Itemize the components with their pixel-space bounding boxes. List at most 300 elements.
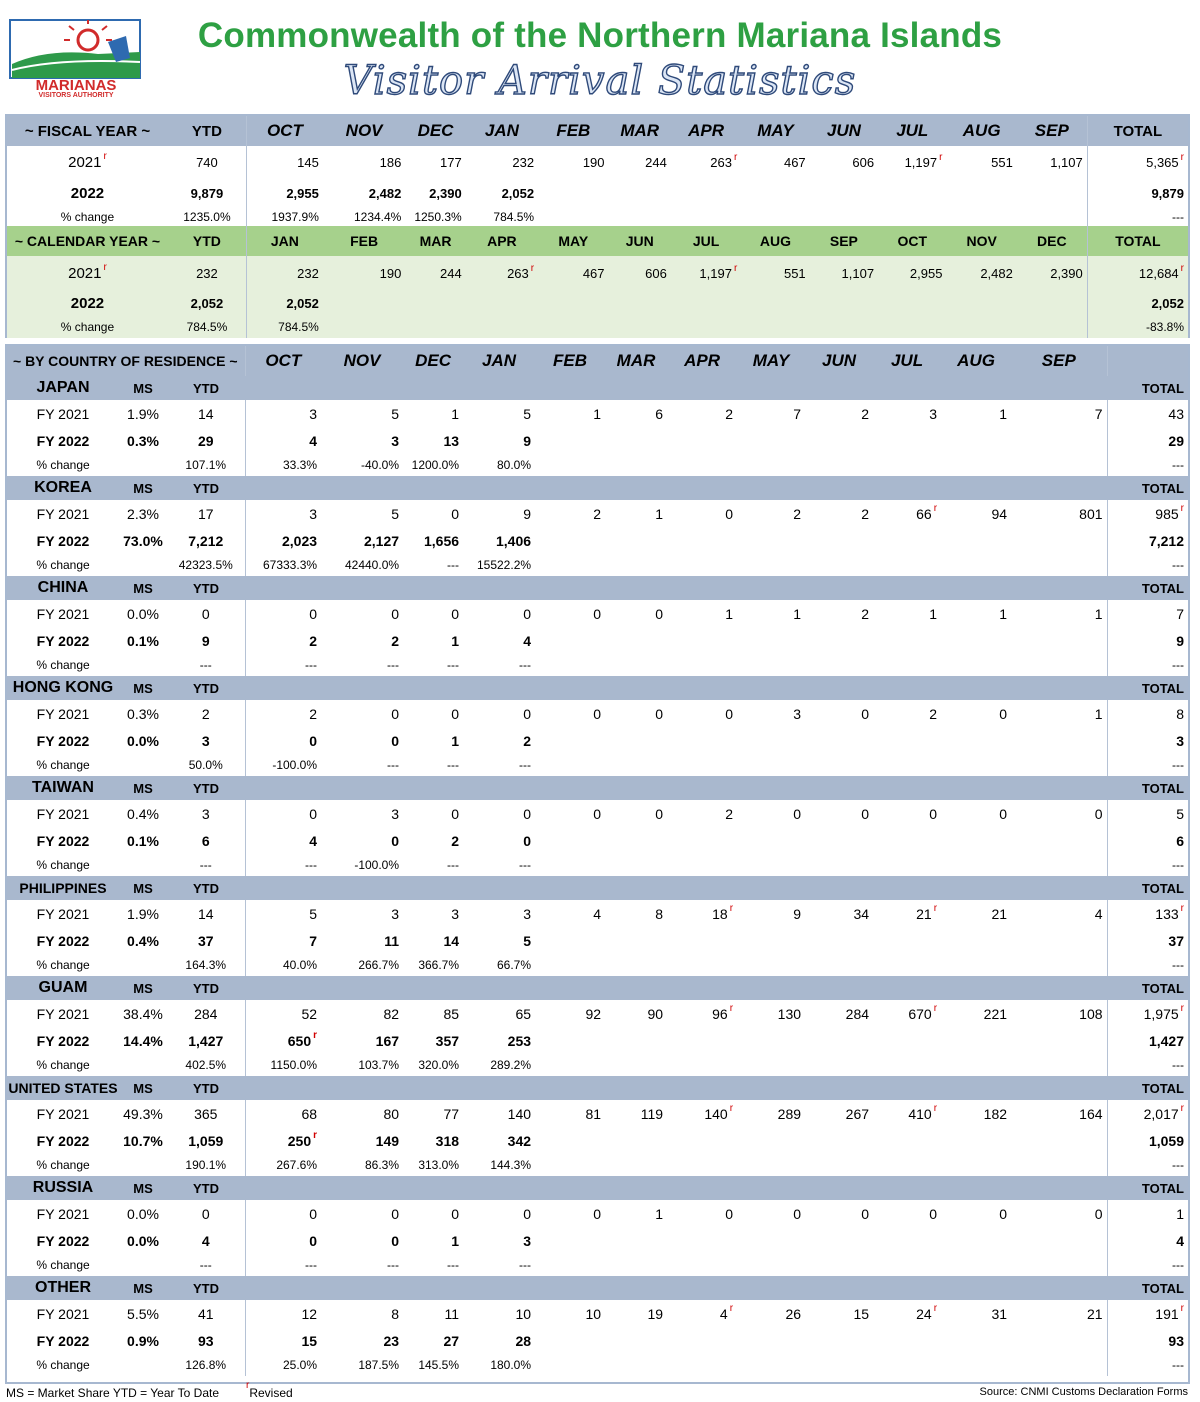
fy2022-row-japan xyxy=(7,427,1188,454)
country-month-jul-value: JUL xyxy=(890,351,924,370)
fy2022-ms xyxy=(119,1027,167,1054)
pct-row-hong-kong xyxy=(7,754,1188,776)
fiscal-value xyxy=(323,208,405,226)
header-spacer xyxy=(941,476,1011,500)
empty-cell xyxy=(535,1327,605,1354)
fy2021-value xyxy=(245,700,321,727)
fy2022-value-value: 2,023 xyxy=(281,532,318,549)
revised-marker: r xyxy=(733,262,738,274)
total-label-value: TOTAL xyxy=(1141,1080,1184,1096)
empty-cell xyxy=(737,1227,805,1254)
pct-ytd-value: 107.1% xyxy=(185,458,227,472)
fy2021-value xyxy=(667,500,737,527)
empty-cell xyxy=(737,954,805,976)
header-spacer xyxy=(1011,876,1107,900)
empty-cell xyxy=(941,1027,1011,1054)
fy2021-row-united-states xyxy=(7,1100,1188,1127)
fy2021-value xyxy=(245,600,321,627)
fy2021-value-value: 4 xyxy=(719,1305,728,1322)
fy2021-value-value: 0 xyxy=(451,1205,460,1222)
pct-value xyxy=(245,554,321,576)
fy2021-value xyxy=(245,1200,321,1227)
total-label-value: TOTAL xyxy=(1141,680,1184,696)
fy2022-label xyxy=(7,627,119,654)
fiscal-value-value: 177 xyxy=(439,154,462,170)
fy2021-value xyxy=(403,500,463,527)
ms-label-value: MS xyxy=(133,980,153,996)
header-spacer xyxy=(873,1276,941,1300)
fiscal-label xyxy=(7,116,168,146)
empty-cell xyxy=(1011,827,1107,854)
fy2021-row-korea xyxy=(7,500,1188,527)
fy2021-value xyxy=(873,1100,941,1127)
empty-cell xyxy=(873,1254,941,1276)
fy2021-row-other xyxy=(7,1300,1188,1327)
empty-cell xyxy=(605,727,667,754)
fy2021-value-value: 9 xyxy=(523,505,532,522)
fy2022-value xyxy=(245,927,321,954)
empty-cell xyxy=(605,1127,667,1154)
pct-ytd xyxy=(167,1154,245,1176)
fy2021-value-value: 3 xyxy=(391,805,400,822)
country-month-apr xyxy=(667,346,737,376)
fy2021-value xyxy=(667,900,737,927)
empty-cell xyxy=(605,827,667,854)
fy2022-value-value: 1 xyxy=(451,732,460,749)
country-month-oct-value: OCT xyxy=(265,351,302,370)
fy2021-ytd-value: 2 xyxy=(201,705,210,722)
header-spacer xyxy=(737,376,805,400)
revised-marker: r xyxy=(729,1302,734,1314)
pct-value xyxy=(463,854,535,876)
year-summary-table xyxy=(7,116,1188,338)
fiscal-value-value: 1,107 xyxy=(1050,154,1083,170)
fy2021-total-value: 133 xyxy=(1155,905,1179,922)
fy2021-value-value: 26 xyxy=(785,1305,802,1322)
fy2021-value xyxy=(535,1300,605,1327)
pct-value xyxy=(321,754,403,776)
fy2021-label xyxy=(7,1300,119,1327)
fy2022-label xyxy=(7,1027,119,1054)
fy2021-value-value: 0 xyxy=(593,605,602,622)
calendar-month-aug xyxy=(741,226,809,256)
pct-ytd-value: 164.3% xyxy=(185,958,227,972)
fy2021-label-value: FY 2021 xyxy=(36,605,90,622)
fy2021-ms-value: 5.5% xyxy=(127,1305,159,1322)
fy2022-ytd-value: 37 xyxy=(197,932,214,949)
header-spacer xyxy=(463,776,535,800)
ms-label xyxy=(119,576,167,600)
empty-cell xyxy=(119,1154,167,1176)
fy2022-label-value: FY 2022 xyxy=(36,532,90,549)
empty-cell xyxy=(1011,954,1107,976)
fiscal-value xyxy=(741,208,809,226)
fy2021-value-value: 4 xyxy=(593,905,602,922)
header-spacer xyxy=(805,1076,873,1100)
calendar-value xyxy=(946,290,1016,316)
ytd-label xyxy=(167,1076,245,1100)
calendar-total-value: 12,684 xyxy=(1138,265,1179,281)
empty-cell xyxy=(535,1054,605,1076)
fiscal-value xyxy=(671,208,741,226)
revised-marker: r xyxy=(103,150,107,162)
fiscal-month-nov-value: NOV xyxy=(345,121,383,140)
header-spacer xyxy=(535,376,605,400)
fy2022-value-value: 250 xyxy=(287,1132,312,1149)
header-spacer xyxy=(941,676,1011,700)
revised-marker: r xyxy=(733,151,738,163)
empty-cell xyxy=(667,754,737,776)
fy2022-ms xyxy=(119,827,167,854)
fy2021-value-value: 284 xyxy=(845,1005,870,1022)
year-summary-section xyxy=(5,114,1190,338)
country-month-mar-value: MAR xyxy=(616,351,656,370)
fiscal-ytd xyxy=(168,208,246,226)
pct-total-value: --- xyxy=(1172,658,1184,672)
header-spacer xyxy=(873,576,941,600)
fy2021-value-value: 140 xyxy=(507,1105,532,1122)
empty-cell xyxy=(873,427,941,454)
fy2021-row-taiwan xyxy=(7,800,1188,827)
pct-total xyxy=(1107,954,1188,976)
calendar-value xyxy=(741,290,809,316)
fiscal-month-sep-value: SEP xyxy=(1034,121,1069,140)
fiscal-row-label xyxy=(7,178,168,208)
empty-cell xyxy=(605,527,667,554)
fy2021-value xyxy=(321,400,403,427)
empty-cell xyxy=(667,1254,737,1276)
fiscal-row-label xyxy=(7,208,168,226)
empty-cell xyxy=(1011,854,1107,876)
empty-cell xyxy=(941,554,1011,576)
fy2021-value-value: 21 xyxy=(1086,1305,1103,1322)
empty-cell xyxy=(941,727,1011,754)
fy2021-value-value: 1 xyxy=(793,605,802,622)
empty-cell xyxy=(1011,654,1107,676)
calendar-month-jun xyxy=(609,226,671,256)
fy2021-ms xyxy=(119,900,167,927)
fy2021-total xyxy=(1107,1100,1188,1127)
fy2021-value-value: 0 xyxy=(391,1205,400,1222)
fy2021-value xyxy=(873,500,941,527)
pct-value-value: -40.0% xyxy=(361,458,400,472)
header-spacer xyxy=(605,376,667,400)
fy2022-value-value: 2 xyxy=(309,632,318,649)
fiscal-value xyxy=(741,146,809,178)
empty-cell xyxy=(605,654,667,676)
pct-ytd-value: --- xyxy=(199,858,212,872)
fy2021-value-value: 1 xyxy=(655,505,664,522)
header-spacer xyxy=(805,676,873,700)
fy2022-value xyxy=(463,1227,535,1254)
fy2021-value xyxy=(463,1200,535,1227)
fy2022-total-value: 7,212 xyxy=(1148,532,1184,549)
fy2022-value xyxy=(321,427,403,454)
fy2021-value xyxy=(737,800,805,827)
empty-cell xyxy=(873,754,941,776)
fy2021-value-value: 0 xyxy=(725,1205,734,1222)
fy2022-value-value: 1 xyxy=(451,1232,460,1249)
country-name-taiwan-value: TAIWAN xyxy=(32,779,94,796)
revised-marker: r xyxy=(933,1302,938,1314)
empty-cell xyxy=(873,527,941,554)
total-label xyxy=(1107,1176,1188,1200)
fy2022-total xyxy=(1107,1327,1188,1354)
header-spacer xyxy=(805,876,873,900)
calendar-value xyxy=(466,290,538,316)
fiscal-value xyxy=(878,178,946,208)
fiscal-row xyxy=(7,146,1188,178)
pct-total-value: --- xyxy=(1172,858,1184,872)
fiscal-value-value: 145 xyxy=(297,154,319,170)
fy2021-value-value: 0 xyxy=(861,705,870,722)
calendar-month-mar-value: MAR xyxy=(419,233,452,249)
fiscal-month-jan-value: JAN xyxy=(484,121,519,140)
calendar-value xyxy=(946,256,1016,290)
fiscal-value-value: 1250.3% xyxy=(414,210,462,224)
ytd-label xyxy=(167,676,245,700)
pct-label xyxy=(7,554,119,576)
fy2022-row-russia xyxy=(7,1227,1188,1254)
fiscal-value-value: 2,482 xyxy=(368,185,402,201)
fy2022-value xyxy=(463,727,535,754)
pct-value xyxy=(403,754,463,776)
header-spacer xyxy=(667,676,737,700)
revised-marker: r xyxy=(729,1002,734,1014)
ytd-label-value: YTD xyxy=(193,880,220,896)
ms-label xyxy=(119,1076,167,1100)
fy2021-label xyxy=(7,900,119,927)
pct-value xyxy=(321,854,403,876)
fy2022-label xyxy=(7,827,119,854)
pct-ytd xyxy=(167,954,245,976)
header-spacer xyxy=(321,676,403,700)
empty-cell xyxy=(805,1127,873,1154)
fy2022-value xyxy=(245,1227,321,1254)
fy2021-value-value: 267 xyxy=(845,1105,870,1122)
country-name-philippines-value: PHILIPPINES xyxy=(19,880,107,896)
empty-cell xyxy=(873,1227,941,1254)
fy2022-value-value: 3 xyxy=(523,1232,532,1249)
country-section-label xyxy=(7,346,245,376)
fy2022-value xyxy=(463,927,535,954)
country-month-dec xyxy=(403,346,463,376)
pct-label-value: % change xyxy=(36,558,90,572)
empty-cell xyxy=(605,927,667,954)
fy2021-value-value: 52 xyxy=(301,1005,318,1022)
total-label-value: TOTAL xyxy=(1141,1180,1184,1196)
revised-marker: r xyxy=(1180,1102,1184,1114)
fy2021-value xyxy=(941,1200,1011,1227)
calendar-month-jun-value: JUN xyxy=(625,233,654,249)
header-spacer xyxy=(737,476,805,500)
fiscal-label-value: ~ FISCAL YEAR ~ xyxy=(24,122,151,140)
fy2021-value-value: 3 xyxy=(929,405,938,422)
pct-ytd-value: 42323.5% xyxy=(178,558,233,572)
calendar-value xyxy=(246,290,322,316)
empty-cell xyxy=(805,627,873,654)
fy2022-value xyxy=(463,1127,535,1154)
empty-cell xyxy=(667,1227,737,1254)
fy2022-value-value: 5 xyxy=(523,932,532,949)
fiscal-month-nov xyxy=(323,116,405,146)
fy2021-label-value: FY 2021 xyxy=(36,1005,90,1022)
fy2021-total-value: 1 xyxy=(1176,1205,1184,1222)
fy2022-row-philippines xyxy=(7,927,1188,954)
fy2022-value xyxy=(245,1027,321,1054)
fy2021-value-value: 221 xyxy=(983,1005,1008,1022)
pct-total-value: --- xyxy=(1172,558,1184,572)
fy2021-label xyxy=(7,700,119,727)
fy2022-ms xyxy=(119,527,167,554)
empty-cell xyxy=(873,1027,941,1054)
total-label-value: TOTAL xyxy=(1141,480,1184,496)
fy2021-value-value: 12 xyxy=(301,1305,318,1322)
fy2022-value-value: 11 xyxy=(384,932,400,949)
fy2021-value-value: 1 xyxy=(593,405,602,422)
pct-value-value: --- xyxy=(519,858,532,872)
fy2021-value xyxy=(667,1200,737,1227)
logo-subtext: VISITORS AUTHORITY xyxy=(38,92,114,98)
header-spacer xyxy=(737,1176,805,1200)
fy2021-value xyxy=(805,400,873,427)
fy2021-value xyxy=(737,1300,805,1327)
pct-value-value: 144.3% xyxy=(490,1158,532,1172)
empty-cell xyxy=(605,1227,667,1254)
empty-cell xyxy=(737,1027,805,1054)
calendar-value xyxy=(466,256,538,290)
fy2021-value-value: 2 xyxy=(793,505,802,522)
empty-cell xyxy=(119,754,167,776)
pct-value xyxy=(321,954,403,976)
fy2022-value xyxy=(321,627,403,654)
fiscal-value xyxy=(466,178,538,208)
empty-cell xyxy=(535,627,605,654)
fy2021-label-value: FY 2021 xyxy=(36,705,90,722)
fiscal-value-value: 186 xyxy=(379,154,402,170)
fy2022-ms-value: 10.7% xyxy=(123,1132,163,1149)
fy2021-total-value: 985 xyxy=(1155,505,1179,522)
fy2022-ytd xyxy=(167,1327,245,1354)
fy2022-label-value: FY 2022 xyxy=(36,732,90,749)
pct-ytd xyxy=(167,1054,245,1076)
fy2022-value xyxy=(403,927,463,954)
calendar-value xyxy=(1017,290,1087,316)
pct-value-value: --- xyxy=(387,658,400,672)
country-month-oct xyxy=(245,346,321,376)
fy2022-value xyxy=(403,1227,463,1254)
fy2022-value-value: 15 xyxy=(301,1332,318,1349)
header-spacer xyxy=(873,1076,941,1100)
fy2021-value xyxy=(941,1100,1011,1127)
empty-cell xyxy=(119,554,167,576)
pct-value xyxy=(245,754,321,776)
fy2021-ms xyxy=(119,1200,167,1227)
country-name-guam-value: GUAM xyxy=(38,979,88,996)
fiscal-value xyxy=(609,208,671,226)
fy2022-value xyxy=(321,527,403,554)
ytd-label xyxy=(167,1276,245,1300)
fy2021-value xyxy=(535,500,605,527)
header-spacer xyxy=(605,776,667,800)
revised-label: Revised xyxy=(249,1386,293,1400)
pct-value-value: -100.0% xyxy=(272,758,318,772)
empty-cell xyxy=(805,1027,873,1054)
fy2021-row-russia xyxy=(7,1200,1188,1227)
header-spacer xyxy=(667,1176,737,1200)
fy2022-value xyxy=(403,1127,463,1154)
revised-marker: r xyxy=(313,1129,318,1141)
pct-value xyxy=(403,1254,463,1276)
calendar-value xyxy=(810,290,878,316)
fy2021-value-value: 15 xyxy=(853,1305,870,1322)
fiscal-ytd xyxy=(168,146,246,178)
fy2021-value-value: 96 xyxy=(712,1005,728,1022)
calendar-value-value: 244 xyxy=(439,265,462,281)
fy2021-value-value: 0 xyxy=(593,705,602,722)
calendar-value xyxy=(405,316,465,338)
fy2022-value-value: 2 xyxy=(391,632,400,649)
fiscal-month-feb-value: FEB xyxy=(556,121,591,140)
empty-cell xyxy=(667,1354,737,1376)
calendar-total xyxy=(1087,290,1188,316)
empty-cell xyxy=(805,1054,873,1076)
empty-cell xyxy=(1011,1227,1107,1254)
fy2021-value-value: 801 xyxy=(1079,505,1103,522)
empty-cell xyxy=(873,1127,941,1154)
fy2021-value-value: 0 xyxy=(999,1205,1008,1222)
fy2021-value xyxy=(535,1200,605,1227)
pct-value-value: --- xyxy=(447,758,460,772)
fy2022-ms xyxy=(119,1327,167,1354)
fy2022-value-value: 0 xyxy=(523,832,532,849)
fiscal-value-value: 2,052 xyxy=(501,185,535,201)
fy2021-value xyxy=(463,700,535,727)
ms-label-value: MS xyxy=(133,1280,153,1296)
calendar-row xyxy=(7,290,1188,316)
fy2021-value xyxy=(873,400,941,427)
fy2021-value-value: 0 xyxy=(655,705,664,722)
empty-cell xyxy=(941,1327,1011,1354)
fy2021-value-value: 7 xyxy=(1094,405,1103,422)
calendar-total xyxy=(1087,316,1188,338)
empty-cell xyxy=(119,854,167,876)
pct-value-value: 1200.0% xyxy=(411,458,460,472)
pct-ytd xyxy=(167,554,245,576)
pct-value-value: 267.6% xyxy=(276,1158,318,1172)
fiscal-value xyxy=(609,146,671,178)
empty-cell xyxy=(737,1327,805,1354)
header-spacer xyxy=(245,1276,321,1300)
fy2021-value-value: 68 xyxy=(301,1105,318,1122)
fy2021-value xyxy=(1011,500,1107,527)
revised-marker: r xyxy=(530,262,535,274)
header-spacer xyxy=(737,1276,805,1300)
calendar-value-value: 232 xyxy=(297,265,319,281)
header-spacer xyxy=(463,476,535,500)
fiscal-value xyxy=(405,178,465,208)
fy2022-ms xyxy=(119,1227,167,1254)
fy2021-row-japan xyxy=(7,400,1188,427)
header-spacer xyxy=(535,876,605,900)
fy2022-value-value: 4 xyxy=(309,832,318,849)
fy2021-value xyxy=(535,1100,605,1127)
calendar-month-nov-value: NOV xyxy=(966,233,997,249)
fiscal-total-value: 5,365 xyxy=(1146,154,1179,170)
calendar-value xyxy=(741,316,809,338)
total-label xyxy=(1107,576,1188,600)
pct-value xyxy=(245,1054,321,1076)
